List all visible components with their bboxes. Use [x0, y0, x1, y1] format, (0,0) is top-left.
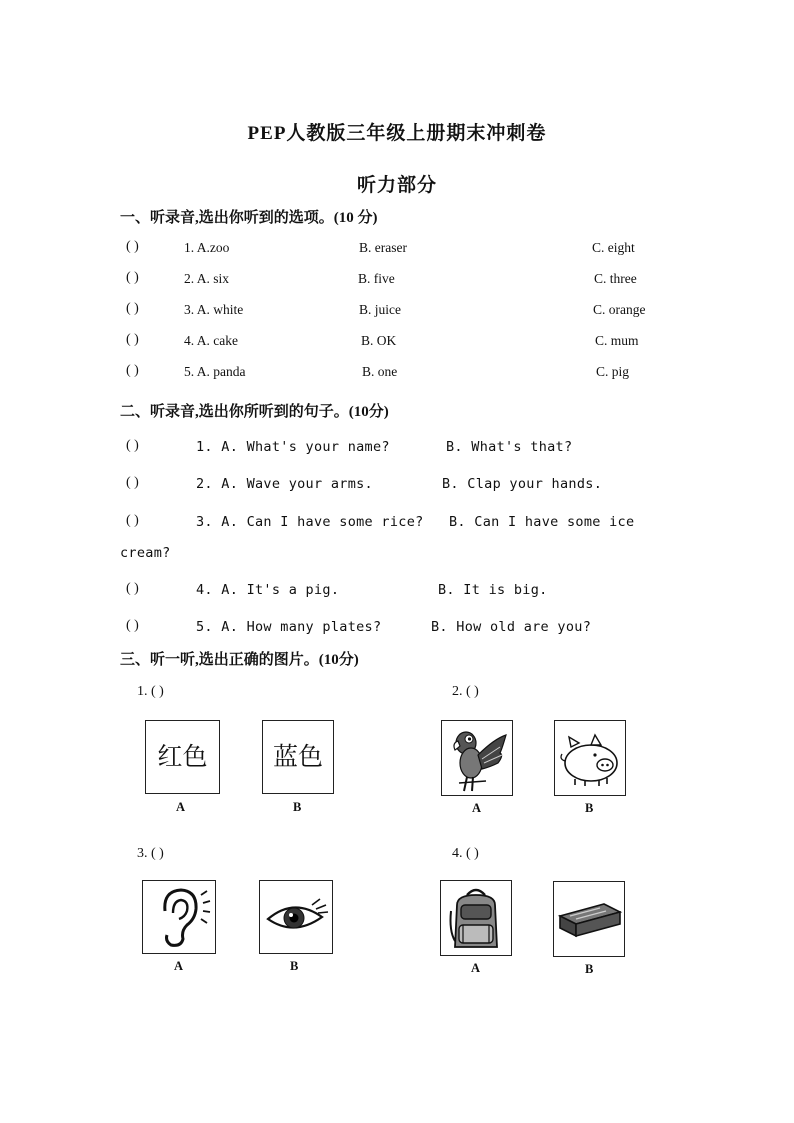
section-2-heading: 二、听录音,选出你所听到的句子。(10分): [120, 404, 389, 420]
pig-picture[interactable]: [554, 720, 626, 796]
question-option-b: B. juice: [359, 302, 401, 317]
section-1-heading: 一、听录音,选出你听到的选项。(10 分): [120, 210, 378, 226]
pencil-box-picture[interactable]: [553, 881, 625, 957]
answer-blank[interactable]: ( ): [126, 239, 139, 254]
question-option-a: 5. A. panda: [184, 364, 246, 379]
answer-blank[interactable]: ( ): [126, 581, 139, 596]
answer-blank[interactable]: ( ): [126, 438, 139, 453]
sentence-continuation: cream?: [120, 545, 171, 561]
ear-picture[interactable]: [142, 880, 216, 954]
backpack-picture[interactable]: [440, 880, 512, 956]
red-color-card[interactable]: 红色: [145, 720, 220, 794]
section-3-heading: 三、听一听,选出正确的图片。(10分): [120, 652, 359, 668]
option-label-a: A: [176, 800, 186, 814]
question-option-b: B. five: [358, 271, 395, 286]
question-option-a: 2. A. six: [184, 271, 230, 286]
eye-picture[interactable]: [259, 880, 333, 954]
question-option-c: C. mum: [595, 333, 639, 348]
sentence-option-a: 2. A. Wave your arms.: [196, 476, 373, 492]
option-label-b: B: [290, 959, 299, 973]
answer-blank[interactable]: ( ): [126, 363, 139, 378]
sentence-option-b: B. Clap your hands.: [442, 476, 603, 492]
sentence-option-a: 3. A. Can I have some rice?: [196, 514, 424, 530]
blue-color-card[interactable]: 蓝色: [262, 720, 334, 794]
question-option-a: 4. A. cake: [184, 333, 238, 348]
question-option-b: B. one: [362, 364, 398, 379]
question-option-c: C. pig: [596, 364, 630, 379]
question-option-c: C. three: [594, 271, 637, 286]
question-option-b: B. eraser: [359, 240, 407, 255]
parrot-picture[interactable]: [441, 720, 513, 796]
picture-question-1[interactable]: 1. ( ): [137, 684, 164, 699]
picture-question-4[interactable]: 4. ( ): [452, 846, 479, 861]
answer-blank[interactable]: ( ): [126, 513, 139, 528]
sentence-option-b: B. Can I have some ice: [449, 514, 635, 530]
option-label-a: A: [472, 801, 482, 815]
page-subtitle: 听力部分: [356, 175, 437, 196]
pig-icon: [555, 721, 625, 795]
question-option-c: C. orange: [593, 302, 646, 317]
sentence-option-a: 4. A. It's a pig.: [196, 582, 340, 598]
sentence-option-b: B. How old are you?: [431, 619, 592, 635]
question-option-a: 3. A. white: [184, 302, 244, 317]
question-option-c: C. eight: [592, 240, 635, 255]
option-label-b: B: [585, 801, 594, 815]
option-label-b: B: [293, 800, 302, 814]
eye-icon: [260, 881, 332, 953]
sentence-option-b: B. What's that?: [446, 439, 573, 455]
backpack-icon: [441, 881, 511, 955]
sentence-option-a: 5. A. How many plates?: [196, 619, 382, 635]
answer-blank[interactable]: ( ): [126, 270, 139, 285]
sentence-option-b: B. It is big.: [438, 582, 548, 598]
pencil-box-icon: [554, 882, 624, 956]
picture-question-2[interactable]: 2. ( ): [452, 684, 479, 699]
page-title: PEP人教版三年级上册期末冲刺卷: [247, 123, 547, 144]
question-option-a: 1. A.zoo: [184, 240, 230, 255]
option-label-a: A: [174, 959, 184, 973]
answer-blank[interactable]: ( ): [126, 301, 139, 316]
question-option-b: B. OK: [361, 333, 397, 348]
option-label-b: B: [585, 962, 594, 976]
sentence-option-a: 1. A. What's your name?: [196, 439, 390, 455]
picture-question-3[interactable]: 3. ( ): [137, 846, 164, 861]
option-label-a: A: [471, 961, 481, 975]
ear-icon: [143, 881, 215, 953]
parrot-icon: [442, 721, 512, 795]
answer-blank[interactable]: ( ): [126, 618, 139, 633]
answer-blank[interactable]: ( ): [126, 332, 139, 347]
answer-blank[interactable]: ( ): [126, 475, 139, 490]
